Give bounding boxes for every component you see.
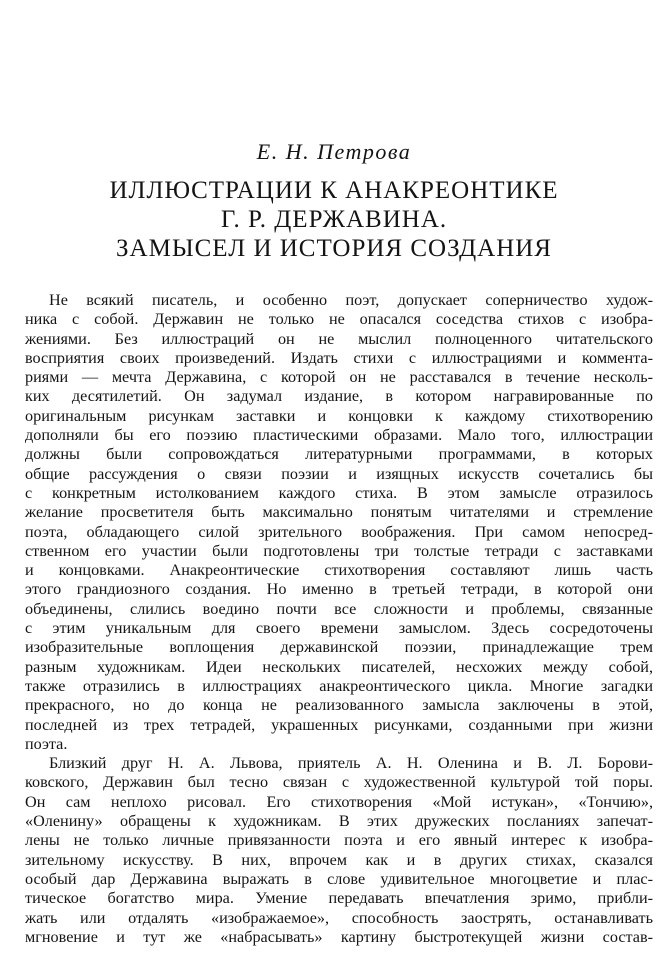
text-line: изобразительные воплощения державинской поэзии, принадлежащие трем [25, 638, 653, 657]
text-line: разным художникам. Идеи нескольких писателей, несхожих между собой, [25, 657, 653, 676]
text-line: жать или отдалять «изображаемое», способность заострять, останавливать [25, 908, 653, 927]
text-line: риями — мечта Державина, с которой он не расставался в течение несколь- [25, 368, 653, 387]
text-line: жениями. Без иллюстраций он не мыслил полноценного читательского [25, 329, 653, 348]
text-line: дополняли бы его поэзию пластическими образами. Мало того, иллюстрации [25, 426, 653, 445]
text-line: особый дар Державина выражать в слове удивительное многоцветие и плас- [25, 869, 653, 888]
text-line: и концовками. Анакреонтические стихотворения составляют лишь часть [25, 561, 653, 580]
text-line: поэта, обладающего силой зрительного воображения. При самом непосред- [25, 522, 653, 541]
text-line: последней из трех тетрадей, украшенных рисунками, созданными при жизни [25, 715, 653, 734]
text-line: оригинальным рисункам заставки и концовки к каждому стихотворению [25, 406, 653, 425]
text-line: тическое богатство мира. Умение передавать впечатления зримо, прибли- [25, 889, 653, 908]
title-line: ИЛЛЮСТРАЦИИ К АНАКРЕОНТИКЕ [109, 177, 559, 204]
text-line: восприятия своих произведений. Издать стихи с иллюстрациями и коммента- [25, 348, 653, 367]
text-line: также отразились в иллюстрациях анакреонтического цикла. Многие загадки [25, 676, 653, 695]
text-line: лены не только личные привязанности поэта и его явный интерес к изобра- [25, 831, 653, 850]
text-line: ковского, Державин был тесно связан с художественной культурой той поры. [25, 773, 653, 792]
text-line: с конкретным истолкованием каждого стиха. В этом замысле отразилось [25, 483, 653, 502]
text-line: Не всякий писатель, и особенно поэт, допускает соперничество худож- [49, 291, 653, 309]
paragraph-2 [25, 754, 653, 947]
text-line: Близкий друг Н. А. Львова, приятель А. Н. Оленина и В. Л. Борови- [49, 754, 653, 773]
text-line: поэта. [25, 734, 68, 753]
article-body [25, 291, 653, 947]
text-line: ника с собой. Державин не только не опасался соседства стихов с изобра- [25, 310, 653, 329]
text-line: общие рассуждения о связи поэзии и изящных искусств сочетались бы [25, 464, 653, 483]
text-line: должны были сопровождаться литературными программами, в которых [25, 445, 653, 464]
text-line: объединены, слились воедино почти все сложности и проблемы, связанные [25, 599, 653, 618]
title-line: ЗАМЫСЕЛ И ИСТОРИЯ СОЗДАНИЯ [116, 235, 552, 262]
text-line: прекрасного, но до конца не реализованного замысла заключены в этой, [25, 696, 653, 715]
text-line: зительному искусству. В них, впрочем как и в других стихах, сказался [25, 850, 653, 869]
text-line: этого грандиозного создания. Но именно в третьей тетради, в которой они [25, 580, 653, 599]
title-line: Г. Р. ДЕРЖАВИНА. [220, 206, 448, 233]
paragraph-1 [25, 291, 653, 754]
text-line: Он сам неплохо рисовал. Его стихотворения «Мой истукан», «Тончию», [25, 792, 653, 811]
author-name: Е. Н. Петрова [256, 139, 412, 164]
text-line: с этим уникальным для своего времени замыслом. Здесь сосредоточены [25, 619, 653, 638]
article-title [0, 176, 668, 263]
text-line: мгновение и тут же «набрасывать» картину быстротекущей жизни состав- [25, 927, 653, 946]
text-line: ких десятилетий. Он задумал издание, в котором награвированные по [25, 387, 653, 406]
text-line: «Оленину» обращены к художникам. В этих дружеских посланиях запечат- [25, 812, 653, 831]
text-line: желание просветителя быть максимально понятым читателями и стремление [25, 503, 653, 522]
text-line: ственном его участии были подготовлены три толстые тетради с заставками [25, 541, 653, 560]
